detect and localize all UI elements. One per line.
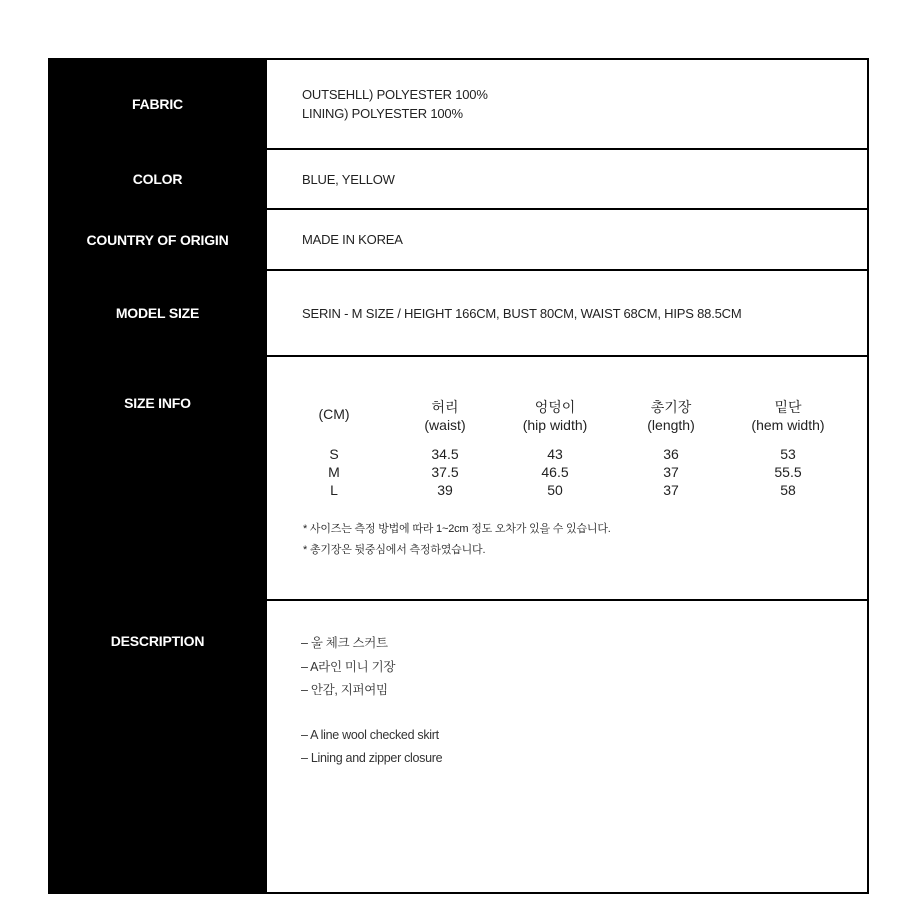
description-item: – A라인 미니 기장 bbox=[301, 659, 396, 674]
origin-label: COUNTRY OF ORIGIN bbox=[50, 210, 265, 269]
col-header-ko: 밑단 bbox=[774, 399, 802, 415]
size-cell: 53 bbox=[780, 446, 796, 462]
size-unit-header: (CM) bbox=[318, 406, 350, 422]
color-value: BLUE, YELLOW bbox=[265, 150, 867, 208]
size-name: S bbox=[329, 446, 339, 462]
size-col-header-waist bbox=[424, 398, 465, 434]
color-label: COLOR bbox=[50, 150, 265, 208]
color-row bbox=[50, 150, 867, 210]
size-note: * 총기장은 뒷중심에서 측정하였습니다. bbox=[303, 544, 486, 556]
fabric-line-lining: LINING) POLYESTER 100% bbox=[302, 106, 463, 121]
col-header-ko: 엉덩이 bbox=[534, 399, 576, 415]
size-names-column bbox=[328, 445, 340, 499]
size-cell: 37.5 bbox=[431, 464, 459, 480]
description-spacer bbox=[301, 703, 442, 724]
hem-values-column bbox=[774, 445, 801, 499]
col-header-en: (hem width) bbox=[751, 417, 825, 433]
fabric-row bbox=[50, 60, 867, 150]
size-info-label: SIZE INFO bbox=[50, 357, 265, 599]
model-size-value: SERIN - M SIZE / HEIGHT 166CM, BUST 80CM, WAIST 68CM, HIPS 88.5CM bbox=[265, 271, 867, 355]
length-values-column bbox=[663, 445, 679, 499]
size-col-header-hem bbox=[751, 398, 824, 434]
size-cell: 43 bbox=[547, 446, 563, 462]
description-row bbox=[50, 601, 867, 894]
size-note: * 사이즈는 측정 방법에 따라 1~2cm 정도 오차가 있을 수 있습니다. bbox=[303, 523, 611, 535]
origin-row bbox=[50, 210, 867, 271]
description-item: – Lining and zipper closure bbox=[301, 751, 443, 765]
size-cell: 58 bbox=[780, 482, 796, 498]
size-notes bbox=[303, 519, 611, 561]
col-header-en: (length) bbox=[647, 417, 695, 433]
size-name: M bbox=[328, 464, 340, 480]
fabric-label: FABRIC bbox=[50, 60, 265, 148]
size-col-header-hip bbox=[523, 398, 588, 434]
size-cell: 37 bbox=[663, 464, 679, 480]
fabric-value bbox=[265, 60, 867, 148]
col-header-en: (hip width) bbox=[522, 417, 588, 433]
size-name: L bbox=[330, 482, 338, 498]
size-cell: 55.5 bbox=[774, 464, 802, 480]
description-item: – 안감, 지퍼여밈 bbox=[301, 683, 388, 697]
description-item: – A line wool checked skirt bbox=[301, 727, 439, 742]
description-content bbox=[265, 601, 867, 894]
col-header-ko: 총기장 bbox=[650, 399, 692, 415]
product-info-sheet bbox=[48, 58, 869, 894]
waist-values-column bbox=[431, 445, 458, 499]
size-info-content bbox=[265, 357, 867, 599]
size-info-row bbox=[50, 357, 867, 601]
description-list bbox=[301, 632, 442, 771]
size-col-header-length bbox=[647, 398, 694, 434]
fabric-line-outer: OUTSEHLL) POLYESTER 100% bbox=[302, 87, 488, 102]
description-item: – 울 체크 스커트 bbox=[301, 636, 388, 650]
hip-values-column bbox=[541, 445, 568, 499]
size-cell: 36 bbox=[663, 446, 679, 462]
size-cell: 50 bbox=[547, 482, 563, 498]
model-size-label: MODEL SIZE bbox=[50, 271, 265, 355]
size-cell: 39 bbox=[437, 482, 453, 498]
origin-value: MADE IN KOREA bbox=[265, 210, 867, 269]
size-table bbox=[267, 357, 867, 599]
size-cell: 37 bbox=[663, 482, 679, 498]
size-cell: 46.5 bbox=[541, 464, 569, 480]
model-size-row bbox=[50, 271, 867, 357]
col-header-ko: 허리 bbox=[431, 399, 459, 415]
size-cell: 34.5 bbox=[431, 446, 459, 462]
col-header-en: (waist) bbox=[424, 417, 466, 433]
description-label: DESCRIPTION bbox=[50, 601, 265, 894]
